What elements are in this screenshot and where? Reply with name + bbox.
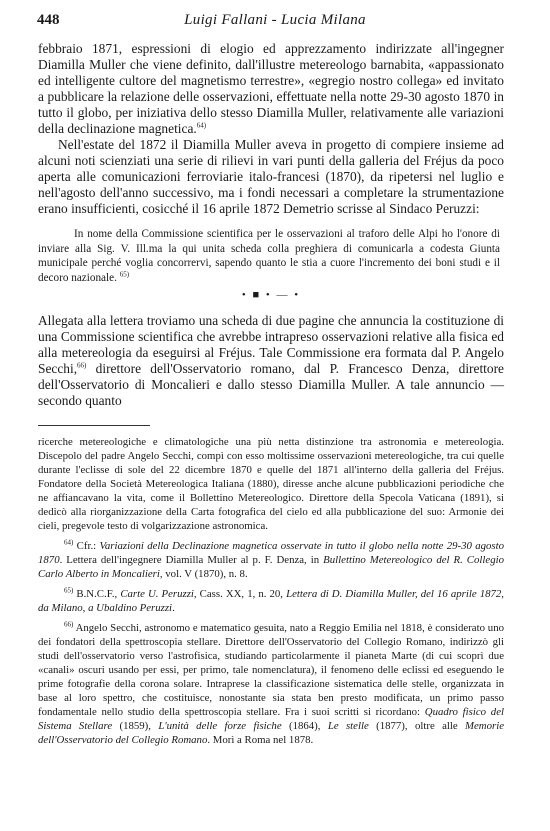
- footnote-65-collection: Carte U. Peruzzi: [120, 588, 194, 601]
- footnote-66-work-1: Quadro fisico del Sistema Stellare: [38, 706, 504, 733]
- page-header: [37, 12, 513, 32]
- footnote-66-work-4: Memorie dell'Osservatorio del Collegio Romano: [38, 720, 504, 747]
- footnote-separator: [38, 425, 150, 426]
- footnote-64-text-b: . Lettera dell'ingegnere Diamilla Muller al p. F. Denza, in: [59, 554, 324, 567]
- footnote-65: [38, 587, 504, 615]
- footnote-66: [38, 621, 504, 747]
- paragraph-3-text-b: direttore dell'Osservatorio romano, dal P. Francesco Denza, direttore dell'Osservatorio di Moncalieri e dallo stesso Diamilla Muller. A tale annuncio — secondo quanto: [38, 361, 504, 409]
- paragraph-3: [38, 313, 504, 409]
- footnote-65-letter: Lettera di D. Diamilla Muller, del 16 aprile 1872, da Milano, a Ubaldino Peruzzi: [38, 588, 504, 615]
- running-head: Luigi Fallani - Lucia Milana: [184, 12, 366, 28]
- footnote-ref-66: 66): [77, 361, 87, 370]
- footnote-66-text-e: . Morì a Roma nel 1878.: [207, 734, 314, 747]
- block-quote: [38, 227, 504, 285]
- footnote-66-work-3: Le stelle: [327, 720, 369, 733]
- footnote-66-number: 66): [64, 620, 74, 629]
- paragraph-2: Nell'estate del 1872 il Diamilla Muller aveva in progetto di compiere insieme ad alcuni noti scienziati una serie di rilievi in vari punti della galleria del Fréjus da poco aperta alle comunicazioni ferroviarie italo-francesi (1870), da ripetersi nel luglio e nell'agosto dell'anno successivo, ma i fondi necessari a completare la strumentazione erano insufficienti, cosicché il 16 aprile 1872 Demetrio scrisse al Sindaco Peruzzi:: [38, 137, 504, 216]
- footnotes: [38, 435, 504, 747]
- paragraph-1: [38, 41, 504, 137]
- footnote-65-text-c: .: [172, 602, 175, 615]
- main-text: [38, 41, 504, 747]
- footnote-64: [38, 539, 504, 581]
- footnote-66-text-d: (1877), oltre alle: [368, 720, 466, 733]
- footnote-continuation: ricerche metereologiche e climatologiche una più netta distinzione tra astronomia e metereologia. Discepolo del padre Angelo Secchi, compì con esso moltissime osservazioni metereologiche, tra cui quelle durante l'eclisse di sole del 22 dicembre 1870 e quelle del 1871 all'interno della galleria del Fréjus. Fondatore della Società Metereologica Italiana (1880), diresse anche alcune pubblicazioni periodiche che ne affiancavano la vita, come il Bollettino Metereologico. Direttore della Specola Vaticana (1891), si dedicò alla riorganizzazione della Carta fotografica del cielo ed alla pubblicazione del suo: Armonie dei cieli, pregevole testo di volgarizzazione astronomica.: [38, 436, 504, 533]
- section-ornament: • ■ • — •: [241, 289, 301, 302]
- footnote-64-text-c: , vol. V (1870), n. 8.: [159, 568, 248, 581]
- footnote-65-number: 65): [64, 586, 74, 595]
- paragraph-1-text: febbraio 1871, espressioni di elogio ed apprezzamento indirizzate all'ingegner Diamilla Muller che viene definito, dall'illustre metereologo barnabita, «appassionato ed intelligente cultore del magnetismo terrestre», «egregio nostro collega» ed invitato a pubblicare la relazione delle osservazioni, effettuate nella notte 29-30 agosto 1870 in tutto il globo, per iniziativa dello stesso Diamilla Muller, relativamente alle variazioni della declinazione magnetica.: [38, 41, 504, 136]
- footnote-ref-65: 65): [119, 270, 130, 279]
- footnote-65-text-b: , Cass. XX, 1, n. 20,: [193, 588, 287, 601]
- footnote-66-text-b: (1859),: [112, 720, 159, 733]
- footnote-64-text-a: Cfr.:: [76, 540, 100, 553]
- paragraph-3-text-a: Allegata alla lettera troviamo una scheda di due pagine che annuncia la costituzione di una Commissione scientifica che avrebbe intrapreso osservazioni relative alla fisica ed alla metereologia da eseguirsi al Fréjus. Tale Commissione era formata dal P. Angelo Secchi,: [38, 313, 504, 377]
- footnote-64-journal: Bullettino Metereologico del R. Collegio Carlo Alberto in Moncalieri: [38, 554, 504, 581]
- page-number: 448: [37, 12, 60, 28]
- footnote-64-number: 64): [64, 538, 74, 547]
- footnote-ref-64: 64): [196, 121, 207, 130]
- footnote-66-text-a: Angelo Secchi, astronomo e matematico gesuita, nato a Reggio Emilia nel 1818, è considerato uno dei fondatori della spettroscopia stellare. Direttore dell'Osservatorio del Collegio Romano, indirizzò gli studi dell'osservatorio verso l'astrofisica, studiando particolarmente il pianeta Marte (di cui scoprì due «canali» oscuri usando per essi, per primo, tale nomenclatura), il fenomeno delle eclissi ed eseguendo le prime fotografie della corona solare. Intraprese la classificazione sistematica delle stelle, organizzata in base al loro spettro, che costituisce, nonostante sia stata ben presto modificata, un primo passo fondamentale nello studio della spettroscopia stellare. Fra i suoi scritti si ricordano:: [38, 622, 504, 719]
- footnote-64-title: Variazioni della Declinazione magnetica osservate in tutto il globo nella notte 29-30 agosto 1870: [38, 540, 505, 567]
- footnote-65-text-a: B.N.C.F.,: [76, 588, 121, 601]
- footnote-66-text-c: (1864),: [281, 720, 328, 733]
- block-quote-text: In nome della Commissione scientifica per le osservazioni al traforo delle Alpi ho l'onore di inviare alla Sig. V. Ill.ma la qui unita scheda colla preghiera di comunicarla a codesta Giunta municipale perché voglia concorrervi, sapendo quanto le stia a cuore l'incremento dei boni studi e il decoro nazionale.: [38, 228, 500, 284]
- footnote-66-work-2: L'unità delle forze fisiche: [158, 720, 282, 733]
